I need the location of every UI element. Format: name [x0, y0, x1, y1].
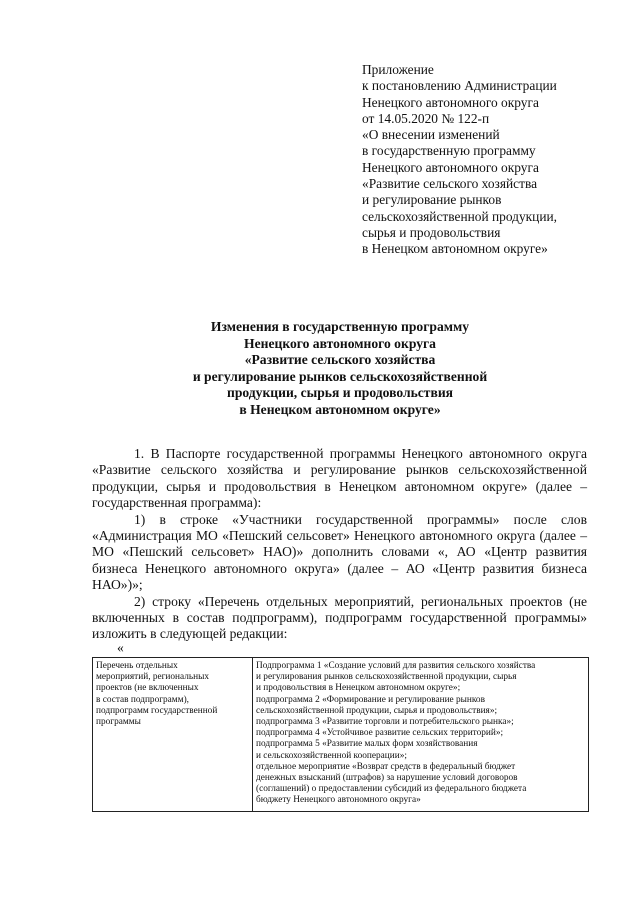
cell-line: подпрограмм государственной: [96, 705, 218, 716]
appendix-line: к постановлению Администрации: [362, 78, 557, 94]
appendix-line: в государственную программу: [362, 143, 536, 159]
document-title: [90, 319, 590, 419]
cell-line: подпрограмма 2 «Формирование и регулирование рынков: [256, 694, 485, 705]
appendix-line: Приложение: [362, 62, 434, 77]
appendix-line: сырья и продовольствия: [362, 224, 501, 240]
row-label-cell: [93, 658, 253, 812]
appendix-line: и регулирование рынков: [362, 192, 502, 208]
title-line: Ненецкого автономного округа: [244, 335, 436, 351]
cell-line: мероприятий, региональных: [96, 672, 209, 683]
title-line: и регулирование рынков сельскохозяйственной: [192, 368, 488, 384]
cell-line: и регулирования рынков сельскохозяйственной продукции, сырья: [256, 672, 517, 683]
row-value-cell: [253, 658, 589, 812]
title-line: продукции, сырья и продовольствия: [226, 385, 454, 401]
body-text: [92, 446, 587, 643]
paragraph-3: 2) строку «Перечень отдельных мероприятий, региональных проектов (не включенных в состав подпрограмм), подпрограмм государственной программы» изложить в следующей редакции:: [92, 593, 587, 642]
appendix-line: «О внесении изменений: [362, 127, 500, 143]
cell-line: подпрограмма 4 «Устойчивое развитие сельских территорий»;: [256, 728, 504, 739]
appendix-line: в Ненецком автономном округе»: [362, 241, 548, 257]
cell-line: подпрограмма 3 «Развитие торговли и потребительского рынка»;: [256, 717, 514, 728]
appendix-block: [362, 62, 612, 258]
cell-line: и сельскохозяйственной кооперации»;: [256, 750, 407, 761]
cell-line: и продовольствия в Ненецком автономном округе»;: [256, 683, 461, 694]
cell-line: (соглашений) о предоставлении субсидий из федерального бюджета: [256, 784, 527, 795]
appendix-line: «Развитие сельского хозяйства: [362, 176, 538, 192]
cell-line: бюджету Ненецкого автономного округа»: [256, 795, 421, 806]
cell-line: в состав подпрограмм),: [96, 694, 189, 705]
cell-line: проектов (не включенных: [96, 683, 199, 694]
appendix-line: от 14.05.2020 № 122-п: [362, 110, 490, 126]
table-row: [93, 658, 589, 812]
appendix-line: Ненецкого автономного округа: [362, 94, 539, 110]
open-quote-mark: «: [117, 640, 124, 655]
title-line: в Ненецком автономном округе»: [239, 401, 441, 417]
cell-line: сельскохозяйственной продукции, сырья и продовольствия»;: [256, 705, 498, 716]
appendix-line: сельскохозяйственной продукции,: [362, 208, 558, 224]
paragraph-2: 1) в строке «Участники государственной программы» после слов «Администрация МО «Пешский сельсовет» Ненецкого автономного округа (далее – МО «Пешский сельсовет» НАО)» дополнить словами «, АО «Центр развития бизнеса Ненецкого автономного округа» (далее – АО «Центр развития бизнеса НАО»)»;: [92, 511, 587, 593]
cell-line: денежных взысканий (штрафов) за нарушение условий договоров: [256, 773, 518, 784]
paragraph-1: 1. В Паспорте государственной программы Ненецкого автономного округа «Развитие сельского хозяйства и регулирование рынков сельскохозяйственной продукции, сырья и продовольствия в Ненецком автономном округе» (далее – государственная программа):: [92, 446, 587, 511]
programs-table: [92, 657, 589, 812]
cell-line: Подпрограмма 1 «Создание условий для развития сельского хозяйства: [256, 661, 536, 671]
appendix-line: Ненецкого автономного округа: [362, 159, 539, 175]
title-line: «Развитие сельского хозяйства: [244, 352, 436, 368]
cell-line: программы: [96, 717, 141, 728]
cell-line: Перечень отдельных: [96, 661, 178, 671]
cell-line: подпрограмма 5 «Развитие малых форм хозяйствования: [256, 739, 478, 750]
title-line: Изменения в государственную программу: [210, 319, 470, 334]
cell-line: отдельное мероприятие «Возврат средств в федеральный бюджет: [256, 761, 516, 772]
